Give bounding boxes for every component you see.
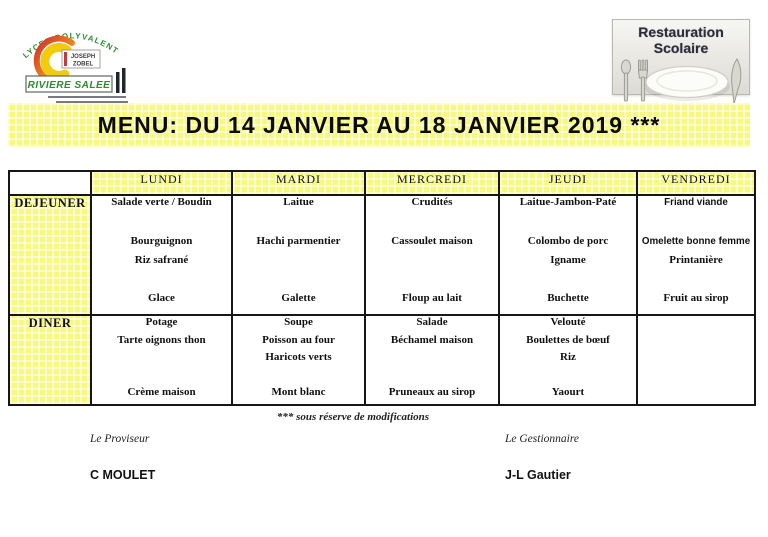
- menu-item-line: Laitue: [283, 196, 314, 208]
- menu-item-line: Riz: [560, 351, 576, 364]
- school-logo: [14, 14, 130, 106]
- day-header-row: [9, 171, 755, 195]
- menu-item-line: Soupe: [284, 316, 313, 328]
- menu-item-line: [233, 254, 364, 273]
- menu-item-line: [500, 273, 636, 292]
- menu-cell-diner-jeudi: [499, 315, 637, 405]
- logo-bar-1: [116, 72, 120, 93]
- menu-item-line: Hachi parmentier: [256, 234, 341, 247]
- menu-item-line: Glace: [148, 292, 175, 305]
- menu-item-line: [366, 351, 498, 369]
- menu-cell-dejeuner-vendredi: [637, 195, 755, 315]
- menu-cell-dejeuner-mercredi: [365, 195, 499, 315]
- menu-item-line: [366, 215, 498, 234]
- table-corner-spacer: [9, 171, 91, 195]
- footnote: *** sous réserve de modifications: [276, 411, 430, 423]
- day-header-mercredi: MERCREDI: [365, 171, 499, 195]
- menu-row-dejeuner: [9, 195, 755, 315]
- menu-item-line: [92, 369, 231, 387]
- menu-item-line: Boulettes de bœuf: [526, 333, 610, 346]
- place-setting-icon: [613, 56, 749, 108]
- menu-row-diner: [9, 315, 755, 405]
- menu-item-line: [638, 316, 754, 334]
- menu-item-line: [366, 254, 498, 273]
- menu-cell-diner-vendredi: [637, 315, 755, 405]
- day-header-lundi: LUNDI: [91, 171, 232, 195]
- menu-item-line: Cassoulet maison: [391, 234, 473, 247]
- row-label-dejeuner: DEJEUNER: [9, 195, 91, 315]
- menu-item-line: [638, 215, 754, 234]
- menu-item-line: [233, 273, 364, 292]
- menu-item-line: Tarte oignons thon: [117, 333, 206, 346]
- menu-item-line: Poisson au four: [262, 333, 335, 346]
- menu-item-line: Béchamel maison: [390, 333, 474, 346]
- menu-cell-dejeuner-lundi: [91, 195, 232, 315]
- menu-item-line: Velouté: [550, 316, 586, 328]
- menu-item-line: Fruit au sirop: [663, 292, 729, 305]
- menu-item-line: [92, 273, 231, 292]
- menu-item-line: Mont blanc: [271, 386, 326, 399]
- logo-bar-2: [122, 68, 126, 93]
- menu-item-line: Friand viande: [664, 197, 728, 208]
- menu-item-line: [92, 215, 231, 234]
- menu-item-line: [638, 273, 754, 292]
- logo-flag-stripe: [64, 52, 67, 66]
- menu-item-line: Colombo de porc: [527, 234, 609, 247]
- logo-name-line1: JOSEPH: [70, 54, 96, 60]
- knife-icon: [732, 59, 741, 104]
- menu-item-line: [638, 386, 754, 404]
- menu-item-line: Printanière: [669, 253, 723, 266]
- menu-cell-diner-mercredi: [365, 315, 499, 405]
- menu-item-line: Yaourt: [551, 386, 585, 399]
- menu-cell-diner-lundi: [91, 315, 232, 405]
- day-header-vendredi: VENDREDI: [637, 171, 755, 195]
- menu-item-line: [92, 351, 231, 369]
- menu-item-line: Galette: [281, 292, 316, 305]
- menu-cell-dejeuner-mardi: [232, 195, 365, 315]
- menu-item-line: Haricots verts: [265, 351, 332, 364]
- menu-item-line: Riz safrané: [134, 253, 189, 266]
- menu-item-line: Laitue-Jambon-Paté: [519, 196, 617, 208]
- gestionnaire-title: Le Gestionnaire: [505, 433, 579, 445]
- menu-table-wrap: [8, 170, 756, 406]
- menu-item-line: [500, 369, 636, 387]
- row-label-diner: DINER: [9, 315, 91, 405]
- menu-item-line: Crème maison: [127, 386, 196, 399]
- proviseur-name: C MOULET: [90, 468, 156, 482]
- menu-item-line: [638, 334, 754, 352]
- menu-item-line: Floup au lait: [402, 292, 462, 305]
- menu-item-line: [233, 215, 364, 234]
- page-title: MENU: DU 14 JANVIER AU 18 JANVIER 2019 ***: [97, 112, 661, 138]
- menu-item-line: [233, 369, 364, 387]
- menu-item-line: [638, 351, 754, 369]
- menu-item-line: Salade: [416, 316, 448, 328]
- menu-item-line: Potage: [145, 316, 178, 328]
- menu-item-line: [366, 273, 498, 292]
- day-header-mardi: MARDI: [232, 171, 365, 195]
- menu-item-line: [638, 369, 754, 387]
- menu-item-line: [366, 369, 498, 387]
- title-banner: [8, 103, 750, 147]
- logo-name-line2: ZOBEL: [72, 61, 94, 68]
- gestionnaire-name: J-L Gautier: [505, 468, 571, 482]
- menu-cell-dejeuner-jeudi: [499, 195, 637, 315]
- spoon-icon: [621, 60, 630, 101]
- menu-table: [8, 170, 756, 406]
- logo-town-text: RIVIERE SALEE: [27, 80, 111, 91]
- menu-item-line: Bourguignon: [130, 234, 193, 247]
- proviseur-title: Le Proviseur: [90, 433, 150, 445]
- menu-item-line: Omelette bonne femme: [641, 235, 751, 247]
- school-logo-icon: [14, 14, 130, 106]
- menu-item-line: Igname: [550, 253, 586, 266]
- menu-item-line: [500, 215, 636, 234]
- menu-cell-diner-mardi: [232, 315, 365, 405]
- menu-item-line: Crudités: [411, 196, 453, 208]
- restauration-badge-title: Restauration Scolaire: [638, 24, 724, 56]
- menu-item-line: Buchette: [547, 292, 589, 305]
- logo-arc-text: LYCEE POLYVALENT: [21, 31, 121, 61]
- menu-item-line: Pruneaux au sirop: [388, 386, 476, 399]
- day-header-jeudi: JEUDI: [499, 171, 637, 195]
- menu-item-line: Salade verte / Boudin: [111, 196, 212, 208]
- restauration-badge: [612, 19, 750, 95]
